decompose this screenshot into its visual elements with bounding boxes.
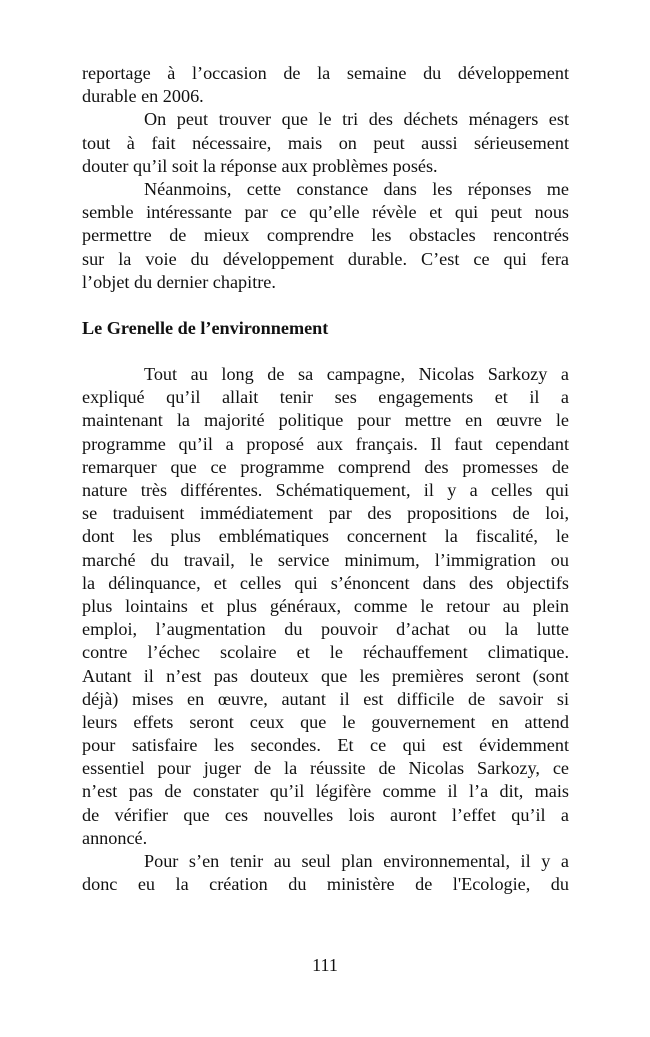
- text-line: leurs effets seront ceux que le gouvernement en attend: [82, 711, 569, 732]
- text-line: tout à fait nécessaire, mais on peut aussi sérieusement: [82, 132, 569, 153]
- text-line: Tout au long de sa campagne, Nicolas Sarkozy a: [144, 364, 569, 385]
- text-line: essentiel pour juger de la réussite de Nicolas Sarkozy, ce: [82, 758, 569, 779]
- page-body: [82, 62, 569, 896]
- text-line: dont les plus emblématiques concernent la fiscalité, le: [82, 526, 569, 547]
- paragraph: [82, 62, 569, 108]
- section-heading: Le Grenelle de l’environnement: [82, 317, 329, 338]
- text-line: semble intéressante par ce qu’elle révèle et qui peut nous: [82, 202, 569, 223]
- text-line: marché du travail, le service minimum, l’immigration ou: [82, 549, 569, 570]
- text-line: déjà) mises en œuvre, autant il est difficile de savoir si: [82, 688, 569, 709]
- text-line: pour satisfaire les secondes. Et ce qui est évidemment: [82, 735, 569, 756]
- text-line: la délinquance, et celles qui s’énoncent dans des objectifs: [82, 572, 569, 593]
- text-line: On peut trouver que le tri des déchets ménagers est: [144, 109, 569, 130]
- text-line: sur la voie du développement durable. C’est ce qui fera: [82, 248, 569, 269]
- paragraph: [82, 363, 569, 850]
- text-line: durable en 2006.: [82, 86, 204, 107]
- text-line: Pour s’en tenir au seul plan environnemental, il y a: [144, 851, 569, 872]
- text-line: remarquer que ce programme comprend des promesses de: [82, 456, 569, 477]
- text-line: annoncé.: [82, 827, 148, 848]
- text-line: donc eu la création du ministère de l'Ecologie, du: [82, 874, 569, 895]
- text-line: programme qu’il a proposé aux français. Il faut cependant: [82, 433, 569, 454]
- text-line: contre l’échec scolaire et le réchauffement climatique.: [82, 642, 569, 663]
- text-line: n’est pas de constater qu’il légifère comme il l’a dit, mais: [82, 781, 569, 802]
- paragraph: [82, 178, 569, 294]
- text-line: douter qu’il soit la réponse aux problèmes posés.: [82, 155, 438, 176]
- text-line: l’objet du dernier chapitre.: [82, 271, 276, 292]
- text-line: se traduisent immédiatement par des propositions de loi,: [82, 503, 569, 524]
- text-line: maintenant la majorité politique pour mettre en œuvre le: [82, 410, 569, 431]
- text-line: reportage à l’occasion de la semaine du développement: [82, 63, 569, 83]
- text-line: expliqué qu’il allait tenir ses engagements et il a: [82, 387, 569, 408]
- text-line: Néanmoins, cette constance dans les réponses me: [144, 178, 569, 199]
- text-line: de vérifier que ces nouvelles lois auront l’effet qu’il a: [82, 804, 569, 825]
- text-line: permettre de mieux comprendre les obstacles rencontrés: [82, 225, 569, 246]
- page-number: 111: [312, 955, 338, 975]
- text-line: Autant il n’est pas douteux que les premières seront (sont: [82, 665, 569, 686]
- paragraph: [82, 108, 569, 178]
- text-line: nature très différentes. Schématiquement, il y a celles qui: [82, 480, 569, 501]
- paragraph: [82, 850, 569, 896]
- text-line: plus lointains et plus généraux, comme le retour au plein: [82, 595, 569, 616]
- text-line: emploi, l’augmentation du pouvoir d’achat ou la lutte: [82, 619, 569, 640]
